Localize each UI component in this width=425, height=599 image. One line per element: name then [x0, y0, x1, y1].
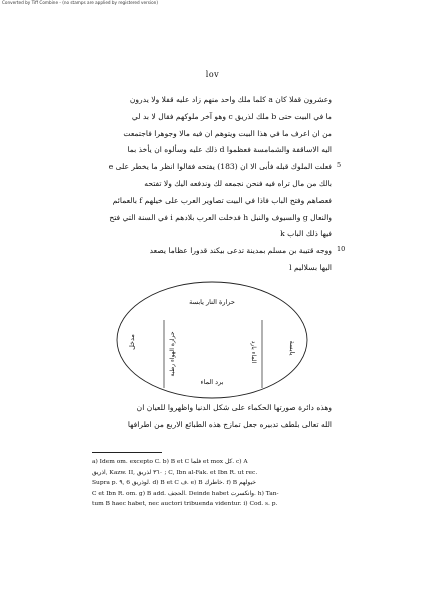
text-line: من ان اعرف ما في هذا البيت ويتوهم ان فيه مالا وجوهرا فاجتمعت: [123, 128, 332, 138]
text-line: ما في البيت حتى b ملك لذريق c وهو آخر ملوكهم فقال لا بد لي: [131, 111, 332, 121]
line-number-10: 10: [337, 245, 346, 253]
main-arabic-text: [92, 92, 332, 277]
footnote-line: Supra p. ٩, 6 لوذريق. d) B et C ف. e) B خاطرك. f) B خيولهم: [92, 480, 256, 487]
text-line: فيها ذلك الباب k: [280, 229, 332, 239]
lower-arabic-text: [92, 400, 332, 434]
conversion-banner: Converted by Tiff Combine - (no stamps are applied by registered version): [2, 0, 158, 5]
diagram-inner-left-label: حرارة الهواء رطبة: [169, 331, 176, 377]
text-line: اليها بسلاليم l: [289, 262, 332, 272]
page-number: lov: [205, 70, 220, 79]
text-line: وهذه دائرة صورتها الحكماء على شكل الدنيا واظهروا للعيان ان: [136, 403, 332, 412]
text-line: بالك من مال تراه فيه فنحن نجمعه لك وندفعه اليك ولا تفتحه: [144, 178, 332, 188]
text-line: الله تعالى بلطف تدبيره جعل تمازج هذه الطبائع الاربع من اطرافها: [127, 419, 332, 429]
diagram-top-label: حرارة النار يابسة: [189, 298, 235, 306]
diagram-inner-right-label: الماء بارد: [250, 340, 257, 364]
footnote-rule: [92, 452, 162, 453]
diagram-bottom-label: برد الماء: [200, 378, 224, 386]
text-line: والنعال g والسيوف والنبل h فدخلت العرب بلادهم i في السنة التي فتح: [109, 212, 332, 222]
text-line: وعشرون قفلا كان a كلما ملك واحد منهم زاد عليه قفلا ولا يدرون: [129, 95, 332, 104]
text-line: اليه الاساقفة والشمامسة فعظموا d ذلك عليه وسألوه ان يأخذ بما: [127, 145, 332, 155]
footnote-line: tum B haec habet, nec auctori tribuenda videntur. i) Cod. s. p.: [92, 501, 278, 508]
line-number-5: 5: [337, 161, 342, 169]
footnotes: [92, 457, 337, 510]
diagram-right-label: يابسة: [288, 340, 296, 356]
footnote-line: اذريق, Kazw. II, ٣٦٠ لذريق ; C, Ibn al-Fak. et Ibn R. ut rec.: [92, 469, 258, 476]
text-line: فعصاهم وفتح الباب فاذا في البيت تصاوير العرب على خيلهم f بالعمائم: [112, 195, 332, 205]
text-line: فعلت الملوك قبله فأبى الا ان (183) يفتحه فقالوا انظر ما يخطر على e: [108, 162, 332, 172]
footnote-line: a) Idem om. excepto C. b) B et C فلما et mox كل. c) A: [92, 459, 248, 465]
text-line: ووجه قتيبة بن مسلم بمدينة تدعى بيكند قدورا عظاما يصعد: [149, 246, 332, 256]
footnote-line: C et Ibn R. om. g) B add. الحجف. Deinde habet وانكسرت. h) Tan-: [92, 490, 279, 497]
diagram-left-label: مدخل: [128, 334, 136, 350]
elements-circle-diagram: [112, 280, 312, 400]
